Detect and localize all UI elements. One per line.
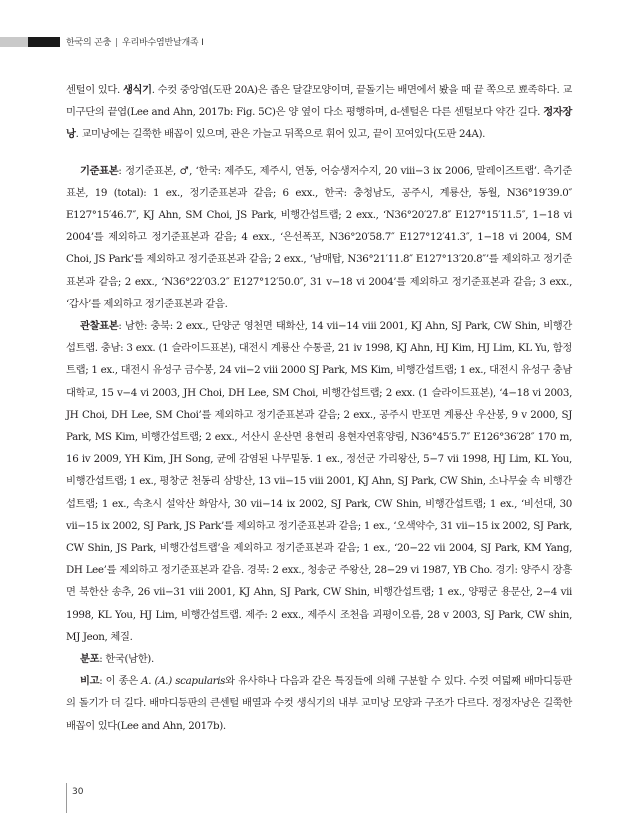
series-title: 한국의 곤충 — [66, 38, 112, 48]
taxon-name: A. (A.) scapularis — [141, 675, 226, 688]
type-material-paragraph: 기준표본: 정기준표본, ♂, ‘한국: 제주도, 제주시, 연동, 어승생저수지, 20 viii−3 ix 2006, 말레이즈트랩’. 측기준표본, 19 (total): 1 ex., 정기준표본과 같음; 6 exx., 한국: 충청남도, 공주시, 계룡산, 동월, N36°19′39.0″ E127°15′46.7″, KJ Ahn, SM Choi, JS Park, 비행간섭트랩; 2 exx., ‘N36°20′27.8″ E127°15′11.5″, 1−18 vi 2004’를 제외하고 정기준표본과 같음; 4 exx., ‘은선폭포, N36°20′58.7″ E127°12′41.3″, 1−18 vi 2004, SM Choi, JS Park’를 제외하고 정기준표본과 같음; 2 exx., ‘남매탑, N36°21′11.8″ E127°13′20.8″’를 제외하고 정기준표본과 같음; 2 exx., ‘N36°22′03.2″ E127°12′50.0″, 31 v−18 vi 2004’를 제외하고 정기준표본과 같음; 3 exx., ‘갑사’를 제외하고 정기준표본과 같음. — [66, 164, 572, 310]
page-body — [66, 79, 572, 737]
distribution-label: 분포 — [80, 653, 100, 666]
header-grey-bar — [0, 37, 28, 47]
header-black-bar — [28, 37, 60, 47]
genitalia-heading: 생식기 — [122, 84, 152, 96]
spermatheca-heading: 정자장낭 — [66, 106, 572, 141]
type-material-label: 기준표본 — [80, 164, 119, 177]
distribution-paragraph: 분포: 한국(남한). — [80, 653, 154, 666]
material-examined-label: 관찰표본 — [80, 320, 119, 333]
remarks-paragraph: 비고: 이 종은 A. (A.) scapularis와 유사하나 다음과 같은 특징들에 의해 구분할 수 있다. 수컷 여덟째 배마디등판의 돌기가 더 길다. 배마디등판의 큰센털 배열과 수컷 생식기의 내부 교미낭 모양과 구조가 다르다. 정정자낭은 길쭉한 배꼽이 있다(Lee and Ahn, 2017b). — [66, 675, 572, 732]
material-examined-paragraph: 관찰표본: 남한: 충북: 2 exx., 단양군 영천면 태화산, 14 vii−14 viii 2001, KJ Ahn, SJ Park, CW Shin, 비행간섭트랩. 충남: 3 exx. (1 슬라이드표본), 대전시 계룡산 수통골, 21 iv 1998, KJ Ahn, HJ Kim, HJ Lim, KL Yu, 함정트랩; 1 ex., 대전시 유성구 금수봉, 24 vii−2 viii 2000 SJ Park, MS Kim, 비행간섭트랩; 1 ex., 대전시 유성구 충남대학교, 15 v−4 vi 2003, JH Choi, DH Lee, SM Choi, 비행간섭트랩; 2 exx. (1 슬라이드표본), ‘4−18 vi 2003, JH Choi, DH Lee, SM Choi’를 제외하고 정기준표본과 같음; 2 exx., 공주시 반포면 계룡산 우산봉, 9 v 2000, SJ Park, MS Kim, 비행간섭트랩; 2 exx., 서산시 운산면 용현리 용현자연휴양림, N36°45′5.7″ E126°36′28″ 170 m, 16 iv 2009, YH Kim, JH Song, 균에 감염된 나무밑동. 1 ex., 정선군 가리왕산, 5−7 vii 1998, HJ Lim, KL You, 비행간섭트랩; 1 ex., 평창군 천동리 삼방산, 13 vii−15 viii 2001, KJ Ahn, SJ Park, CW Shin, 소나무숲 속 비행간섭트랩; 1 ex., 속초시 설악산 화암사, 30 vii−14 ix 2002, SJ Park, CW Shin, 비행간섭트랩; 1 ex., ‘비선대, 30 vii−15 ix 2002, SJ Park, JS Park’를 제외하고 정기준표본과 같음; 1 ex., ‘오색약수, 31 vii−15 ix 2002, SJ Park, CW Shin, JS Park, 비행간섭트랩’을 제외하고 정기준표본과 같음; 1 ex., ‘20−22 vii 2004, SJ Park, KM Yang, DH Lee’를 제외하고 정기준표본과 같음. 경북: 2 exx., 청송군 주왕산, 28−29 vi 1987, YB Cho. 경기: 양주시 장흥면 북한산 송추, 26 vii−31 viii 2001, KJ Ahn, SJ Park, CW Shin, 비행간섭트랩; 1 ex., 양평군 용문산, 2−4 vii 1998, KL You, HJ Lim, 비행간섭트랩. 제주: 2 exx., 제주시 조천읍 괴평이오름, 28 v 2003, SJ Park, CW shin, MJ Jeon, 체질. — [66, 320, 572, 643]
remarks-label: 비고 — [80, 675, 100, 688]
running-header — [66, 35, 204, 48]
page-number: 30 — [72, 787, 84, 797]
book-title: 우리바수염반날개족 I — [121, 38, 204, 48]
footer-rule — [66, 783, 67, 813]
header-separator: | — [115, 38, 118, 48]
description-paragraph: 센털이 있다. 생식기. 수컷 중앙엽(도판 20A)은 좁은 달걀모양이며, 끝돌기는 배면에서 봤을 때 끝 쪽으로 뾰족하다. 교미구단의 끝엽(Lee and Ahn, 2017b: Fig. 5C)은 양 옆이 다소 평행하며, d-센털은 다른 센털보다 약간 길다. 정자장낭. 교미낭에는 길쭉한 배꼽이 있으며, 관은 가늘고 뒤쪽으로 휘어 있고, 끝이 꼬여있다(도판 24A). — [66, 84, 572, 141]
